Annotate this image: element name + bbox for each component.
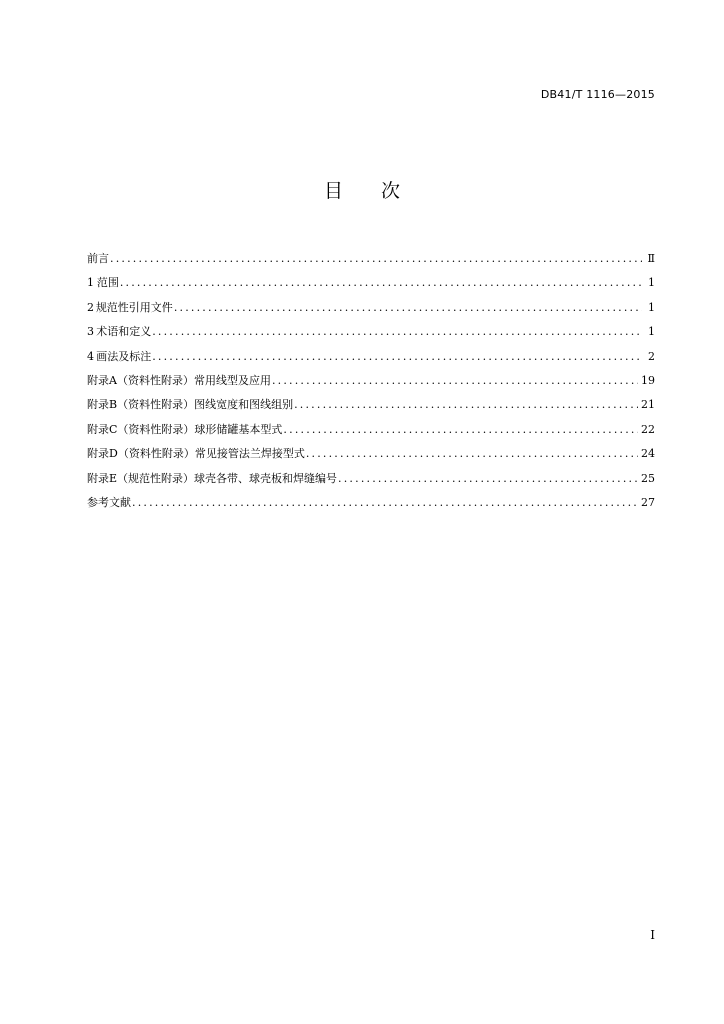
document-code: DB41/T 1116—2015 (540, 88, 655, 101)
toc-heading-char-2: 次 (381, 180, 401, 202)
toc-entry-label: 参考文献 (87, 495, 131, 509)
toc-leader-dots (152, 325, 642, 338)
toc-entry-page: 1 (648, 300, 655, 314)
toc-entry-page: 24 (641, 447, 655, 461)
toc-entry-appendix-b[interactable] (87, 396, 655, 420)
toc-entry-page: 19 (641, 373, 655, 387)
toc-entry-terms-definitions[interactable] (87, 323, 655, 347)
toc-entry-drawing-marking[interactable] (87, 348, 655, 372)
page-number: I (650, 928, 655, 942)
toc-entry-label: 附录B（资料性附录）图线宽度和图线组别 (87, 398, 294, 412)
toc-entry-page: Ⅱ (647, 252, 655, 265)
toc-entry-page: 27 (641, 495, 655, 509)
toc-entry-label: 范围 (96, 276, 119, 290)
toc-entry-page: 21 (641, 398, 655, 412)
toc-leader-dots (283, 423, 638, 436)
toc-entry-page: 1 (648, 325, 655, 339)
toc-entry-label: 附录A（资料性附录）常用线型及应用 (87, 373, 271, 387)
toc-leader-dots (132, 496, 638, 509)
toc-leader-dots (294, 398, 638, 411)
toc-entry-number: 2 (87, 300, 94, 314)
toc-entry-scope[interactable] (87, 274, 655, 298)
toc-entry-appendix-d[interactable] (87, 445, 655, 469)
toc-leader-dots (306, 447, 638, 460)
toc-entry-label: 附录C（资料性附录）球形储罐基本型式 (87, 422, 283, 436)
toc-leader-dots (152, 350, 642, 363)
toc-entry-page: 2 (648, 349, 655, 363)
toc-entry-normative-references[interactable] (87, 299, 655, 323)
toc-entry-number: 1 (87, 276, 94, 290)
toc-entry-appendix-c[interactable] (87, 421, 655, 445)
toc-leader-dots (338, 472, 638, 485)
toc-entry-label: 规范性引用文件 (95, 300, 173, 314)
toc-leader-dots (120, 276, 642, 289)
toc-entry-label: 术语和定义 (96, 325, 152, 339)
toc-list (87, 250, 655, 518)
toc-entry-foreword[interactable] (87, 250, 655, 274)
toc-heading (0, 176, 724, 203)
toc-entry-number: 3 (87, 325, 94, 339)
toc-entry-page: 1 (648, 276, 655, 290)
toc-heading-char-1: 目 (323, 180, 343, 202)
toc-entry-appendix-a[interactable] (87, 372, 655, 396)
toc-entry-label: 画法及标注 (96, 349, 152, 363)
toc-entry-number: 4 (87, 349, 94, 363)
toc-entry-label: 附录D（资料性附录）常见接管法兰焊接型式 (87, 447, 305, 461)
toc-leader-dots (174, 301, 642, 314)
toc-entry-appendix-e[interactable] (87, 470, 655, 494)
toc-leader-dots (110, 252, 642, 265)
toc-leader-dots (272, 374, 638, 387)
toc-entry-label: 附录E（规范性附录）球壳各带、球壳板和焊缝编号 (87, 471, 338, 485)
toc-entry-label: 前言 (87, 252, 109, 265)
toc-entry-page: 22 (641, 422, 655, 436)
toc-entry-page: 25 (641, 471, 655, 485)
toc-entry-references[interactable] (87, 494, 655, 518)
